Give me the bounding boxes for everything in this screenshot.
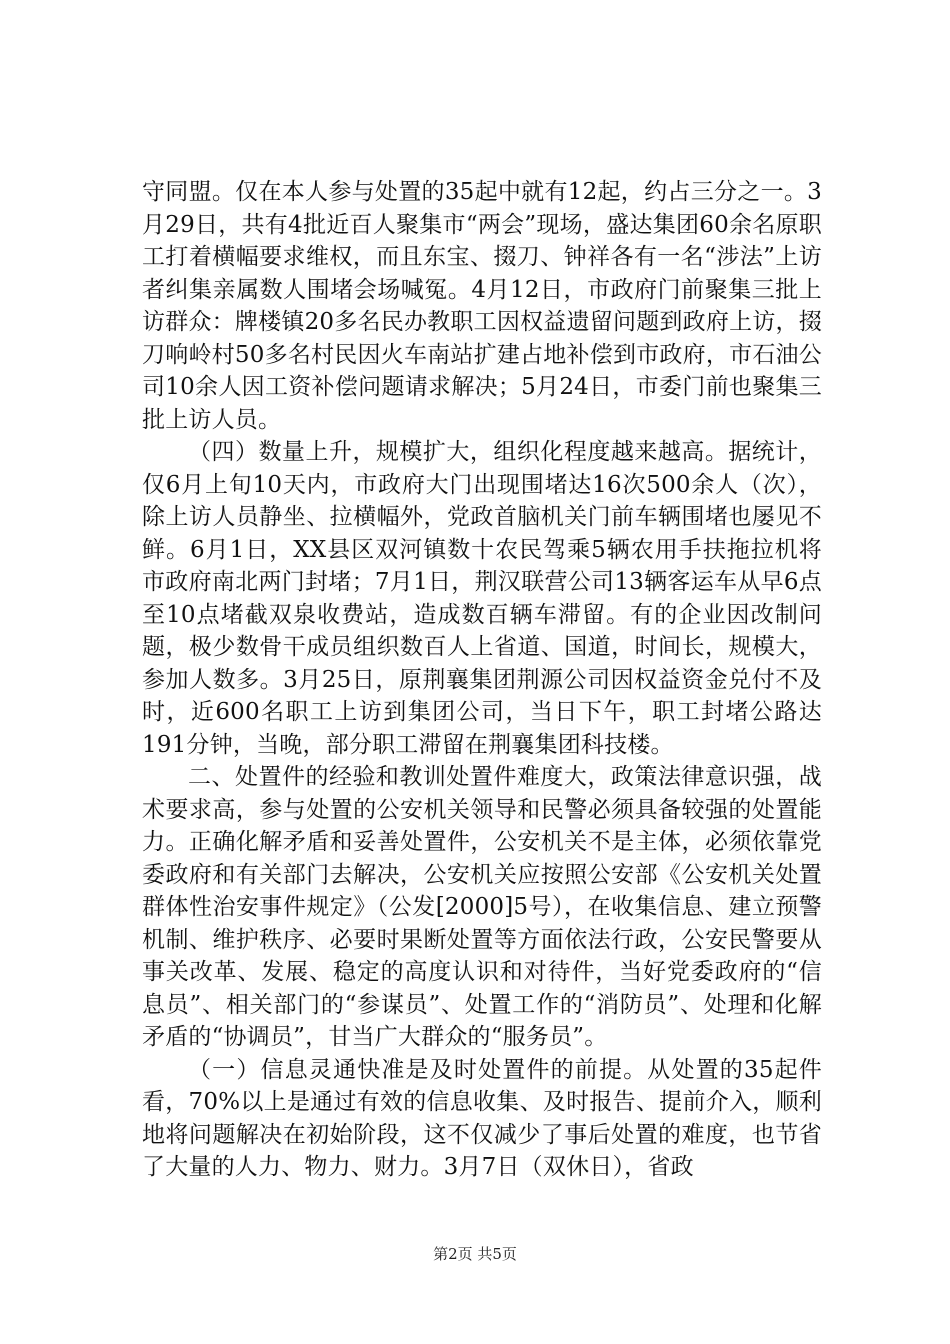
paragraph-4: （一）信息灵通快准是及时处置件的前提。从处置的35起件看，70%以上是通过有效的信息收集、及时报告、提前介入，顺利地将问题解决在初始阶段，这不仅减少了事后处置的难度，也节省了大量的人力、物力、财力。3月7日（双休日），省政 xyxy=(142,1056,822,1180)
page-number-footer: 第2页 共5页 xyxy=(433,1245,517,1263)
paragraph-2: （四）数量上升，规模扩大，组织化程度越来越高。据统计，仅6月上旬10天内，市政府大门出现围堵达16次500余人（次），除上访人员静坐、拉横幅外，党政首脑机关门前车辆围堵也屡见不鲜。6月1日，XX县区双河镇数十农民驾乘5辆农用手扶拖拉机将市政府南北两门封堵；7月1日，荆汉联营公司13辆客运车从早6点至10点堵截双泉收费站，造成数百辆车滞留。有的企业因改制问题，极少数骨干成员组织数百人上省道、国道，时间长，规模大，参加人数多。3月25日，原荆襄集团荆源公司因权益资金兑付不及时，近600名职工上访到集团公司，当日下午，职工封堵公路达191分钟，当晚，部分职工滞留在荆襄集团科技楼。 xyxy=(142,439,822,758)
paragraph-1: 守同盟。仅在本人参与处置的35起中就有12起，约占三分之一。3月29日，共有4批近百人聚集市“两会”现场，盛达集团60余名原职工打着横幅要求维权，而且东宝、掇刀、钟祥各有一名“涉法”上访者纠集亲属数人围堵会场喊冤。4月12日，市政府门前聚集三批上访群众：牌楼镇20多名民办教职工因权益遗留问题到政府上访，掇刀响岭村50多名村民因火车南站扩建占地补偿到市政府，市石油公司10余人因工资补偿问题请求解决；5月24日，市委门前也聚集三批上访人员。 xyxy=(142,179,822,433)
paragraph-3: 二、处置件的经验和教训处置件难度大，政策法律意识强，战术要求高，参与处置的公安机关领导和民警必须具备较强的处置能力。正确化解矛盾和妥善处置件，公安机关不是主体，必须依靠党委政府和有关部门去解决，公安机关应按照公安部《公安机关处置群体性治安事件规定》（公发[2000]5号），在收集信息、建立预警机制、维护秩序、必要时果断处置等方面依法行政，公安民警要从事关改革、发展、稳定的高度认识和对待件，当好党委政府的“信息员”、相关部门的“参谋员”、处置工作的“消防员”、处理和化解矛盾的“协调员”，甘当广大群众的“服务员”。 xyxy=(142,764,822,1050)
document-body xyxy=(142,176,822,1184)
